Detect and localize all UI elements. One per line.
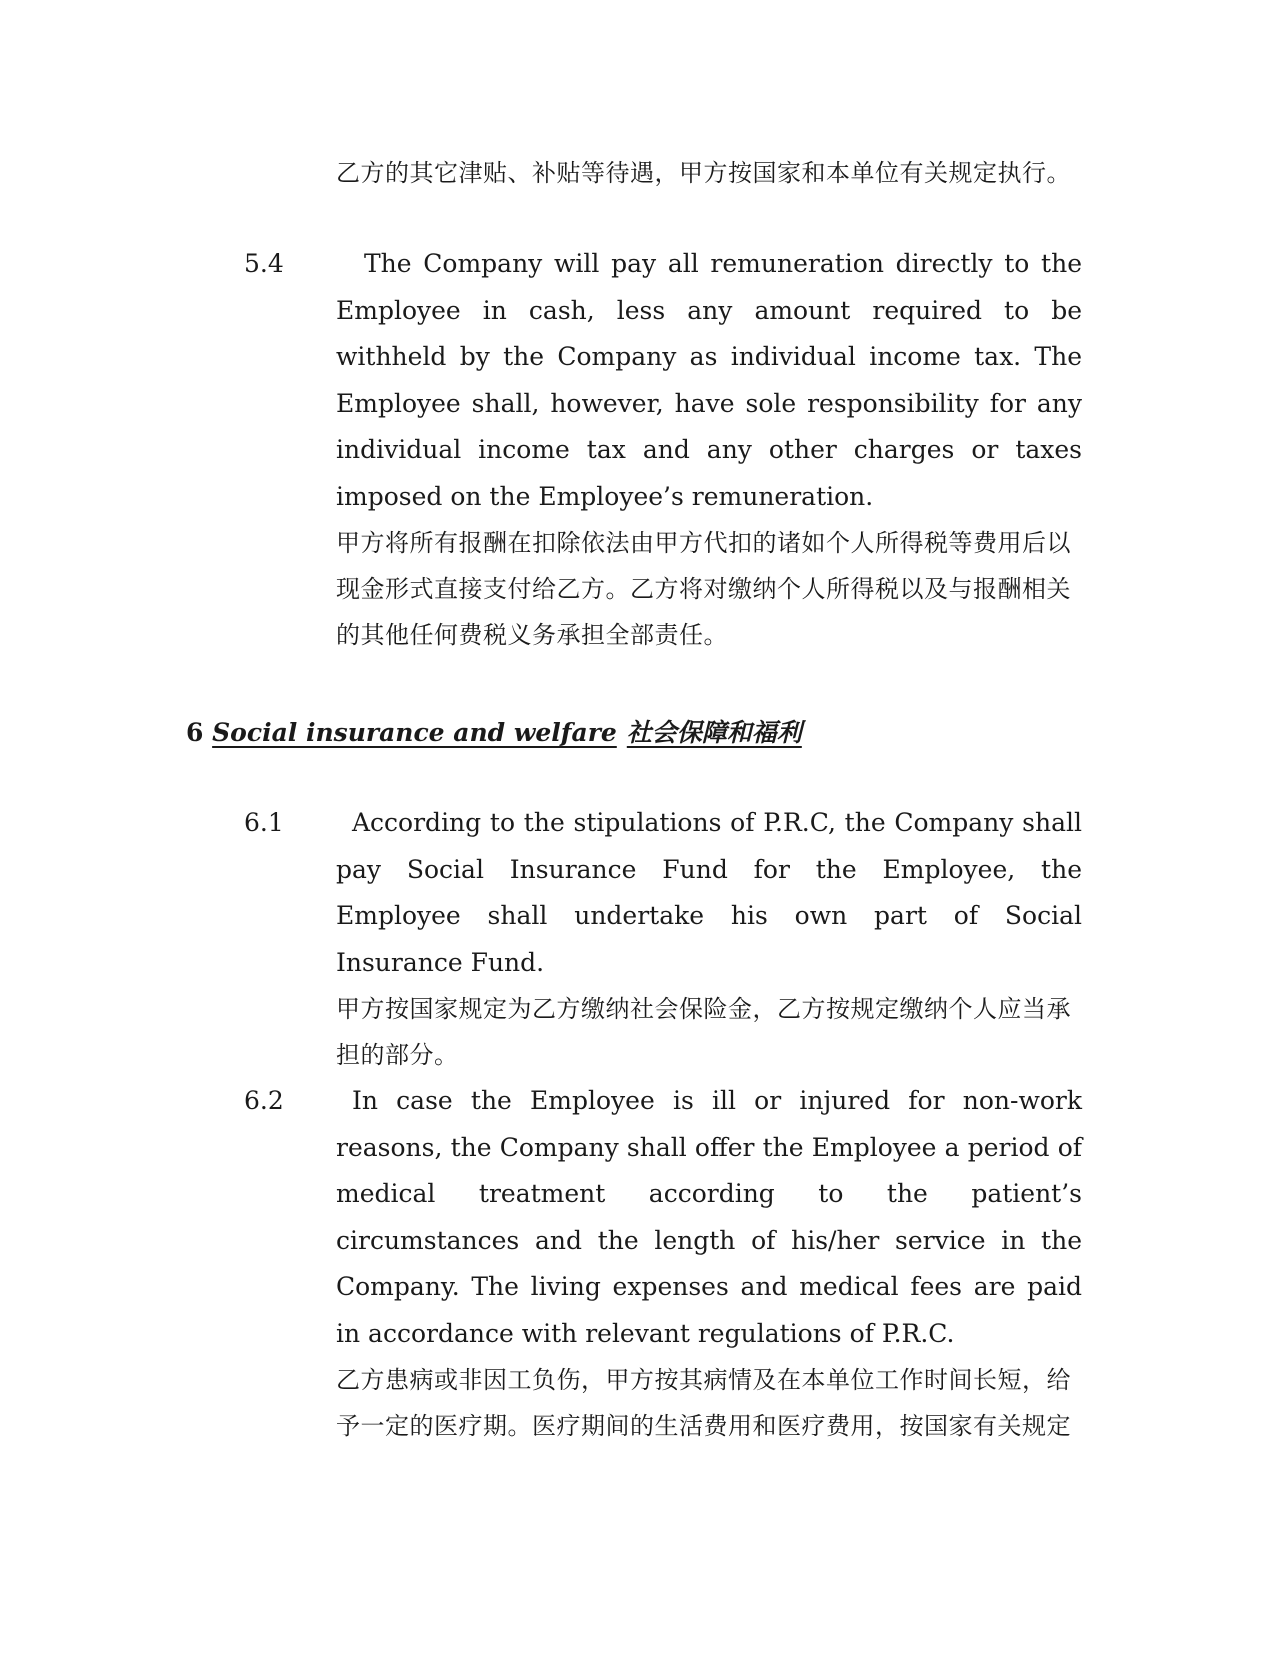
section-6-title-en: Social insurance and welfare: [212, 718, 617, 747]
clause-5-4-cn-text: 甲方将所有报酬在扣除依法由甲方代扣的诸如个人所得税等费用后以现金形式直接支付给乙方。乙方将对缴纳个人所得税以及与报酬相关的其他任何费税义务承担全部责任。: [336, 529, 1071, 649]
intro-cn-text: 乙方的其它津贴、补贴等待遇，甲方按国家和本单位有关规定执行。: [336, 159, 1071, 187]
section-6-title-cn: 社会保障和福利: [626, 718, 802, 747]
clause-5-4-en-text: The Company will pay all remuneration directly to the Employee in cash, less any amount required to be withheld by the Company as individual income tax. The Employee shall, however, have sole responsibility for any individual income tax and any other charges or taxes imposed on the Employee’s remuneration.: [336, 249, 1082, 511]
clause-6-1-cn-text: 甲方按国家规定为乙方缴纳社会保险金，乙方按规定缴纳个人应当承担的部分。: [336, 995, 1071, 1069]
clause-5-4: [336, 241, 1082, 658]
clause-5-4-number: 5.4: [244, 249, 284, 278]
clause-6-2-en-text: In case the Employee is ill or injured for non-work reasons, the Company shall offer the Employee a period of medical treatment according to the patient’s circumstances and the length of his/her service in the Company. The living expenses and medical fees are paid in accordance with relevant regulations of P.R.C.: [336, 1086, 1082, 1348]
clause-6-2-cn-text: 乙方患病或非因工负伤，甲方按其病情及在本单位工作时间长短，给予一定的医疗期。医疗期间的生活费用和医疗费用，按国家有关规定: [336, 1366, 1071, 1440]
clause-6-2: [336, 1078, 1082, 1449]
clause-6-2-number: 6.2: [244, 1086, 284, 1115]
clause-6-1: [336, 800, 1082, 1078]
clause-6-1-number: 6.1: [244, 808, 284, 837]
clause-6-1-en-text: According to the stipulations of P.R.C, the Company shall pay Social Insurance Fund for the Employee, the Employee shall undertake his own part of Social Insurance Fund.: [336, 808, 1082, 977]
section-6-number: 6: [186, 718, 204, 747]
section-6-heading: [186, 710, 802, 756]
intro-paragraph: [336, 150, 1082, 196]
